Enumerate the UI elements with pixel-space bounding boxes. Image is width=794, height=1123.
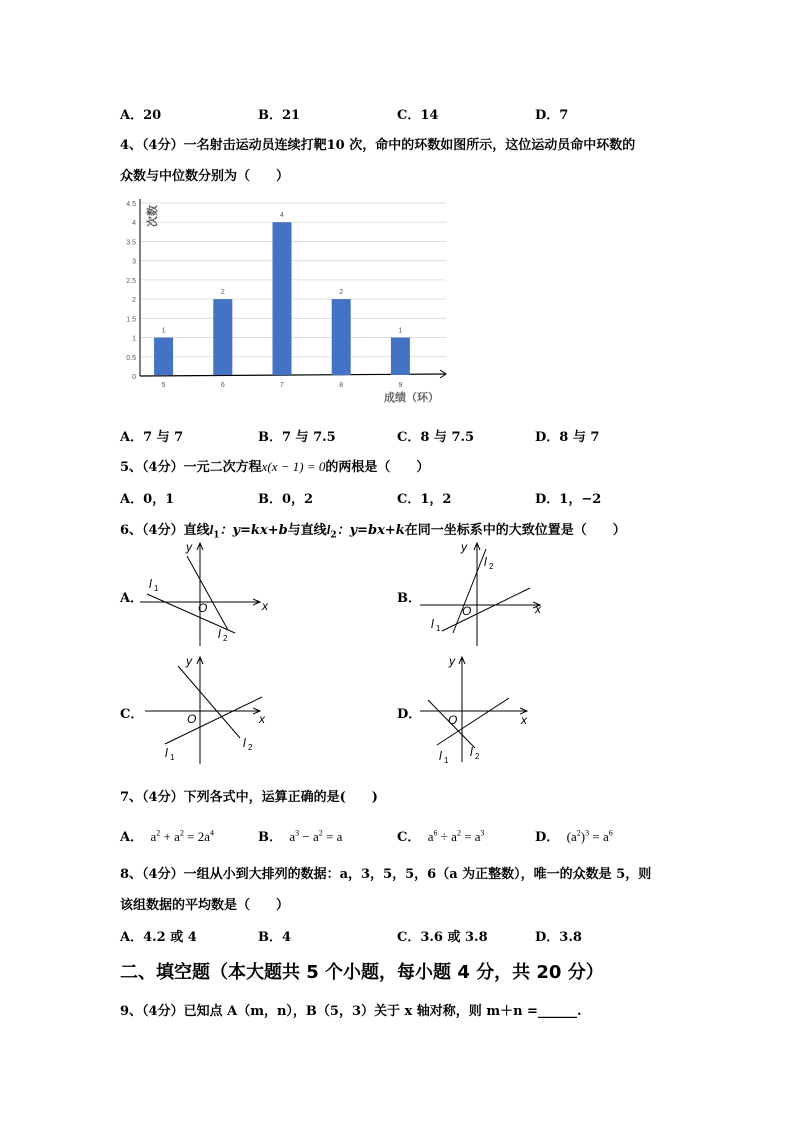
l1-sub: 1 — [170, 753, 175, 762]
line-l1 — [147, 594, 235, 633]
q6-l2: l — [326, 522, 331, 537]
q6-graph-d — [415, 652, 565, 767]
section-2-title: 二、填空题（本大题共 5 个小题，每小题 4 分，共 20 分） — [120, 962, 604, 983]
l2-sub: 2 — [248, 743, 253, 752]
data-label: 4 — [280, 212, 284, 220]
y-tick-label: 1.5 — [126, 316, 136, 324]
q5-equation: x(x − 1) = 0 — [261, 459, 326, 474]
q7-letter-c: C． — [397, 830, 421, 845]
y-tick-label: 3 — [132, 258, 136, 266]
q5-option-d: D．1，−2 — [535, 492, 602, 507]
bar-7 — [273, 222, 292, 375]
l1-sub: 1 — [444, 756, 449, 765]
x-axis-title: 成绩（环） — [384, 392, 439, 404]
q6-prefix: 6、（4分）直线 — [120, 523, 210, 538]
q7-option-b: B． $a^3 - a^2 = a$ — [258, 828, 343, 845]
y-axis-title: 次数 — [147, 205, 159, 227]
y-tick-label: 2.5 — [126, 277, 136, 285]
origin-label: O — [448, 713, 458, 727]
x-label: x — [259, 712, 265, 726]
line-l1 — [165, 697, 262, 744]
q4-option-b: B．7 与 7.5 — [258, 430, 336, 445]
l2-sub: 2 — [489, 562, 494, 571]
y-label: y — [461, 540, 467, 554]
q5-stem — [120, 456, 429, 475]
q3-option-b: B．21 — [258, 108, 301, 123]
l2-sub: 2 — [475, 752, 480, 761]
line-l2 — [187, 556, 228, 630]
q6-graph-b — [415, 538, 565, 648]
q6-suffix: 在同一坐标系中的大致位置是（ ） — [404, 523, 626, 538]
l1-sub: 1 — [154, 584, 159, 593]
y-tick-label: 0 — [132, 374, 136, 381]
y-tick-label: 2 — [132, 297, 136, 305]
x-label: x — [535, 602, 541, 616]
l1-label: l — [439, 749, 442, 763]
x-tick-label: 9 — [398, 382, 403, 389]
q6-l1-sub: 1 — [213, 530, 220, 541]
l1-label: l — [165, 746, 168, 760]
l2-label: l — [243, 736, 246, 750]
q6-mid: 与直线 — [287, 523, 327, 538]
q7-option-d: D． $(a^2)^3 = a^6$ — [535, 828, 613, 845]
y-tick-label: 0.5 — [126, 354, 136, 362]
l2-label: l — [218, 627, 221, 641]
q6-option-c-label: C． — [120, 707, 144, 722]
x-tick-label: 8 — [339, 382, 344, 389]
q5-suffix: 的两根是（ ） — [325, 460, 430, 475]
y-tick-label: 4 — [132, 220, 136, 228]
q4-stem-line2: 众数与中位数分别为（ ） — [120, 169, 290, 184]
q8-stem-line2: 该组数据的平均数是（ ） — [120, 898, 290, 913]
y-tick-label: 1 — [132, 335, 136, 343]
line-l2 — [453, 549, 486, 633]
q7-letter-b: B． — [258, 830, 282, 845]
q9-stem: 9、（4分）已知点 A（m，n），B（5，3）关于 x 轴对称，则 m＋n =______. — [120, 1004, 582, 1019]
data-label: 1 — [398, 327, 403, 335]
origin-label: O — [187, 712, 197, 726]
y-tick-label: 3.5 — [126, 239, 136, 247]
q5-option-b: B．0，2 — [258, 492, 314, 507]
q8-option-c: C．3.6 或 3.8 — [397, 930, 488, 945]
x-label: x — [521, 713, 527, 727]
y-label: y — [186, 654, 192, 668]
q7-letter-d: D． — [535, 830, 560, 845]
bar-9 — [391, 338, 410, 375]
line-l2 — [178, 666, 240, 738]
origin-label: O — [462, 604, 472, 618]
x-tick-label: 7 — [280, 382, 284, 389]
q7-letter-a: A． — [120, 830, 144, 845]
q6-l2-sub: 2 — [330, 530, 337, 541]
q8-option-d: D．3.8 — [535, 930, 582, 945]
q4-stem-line1: 4、（4分）一名射击运动员连续打靶10 次，命中的环数如图所示，这位运动员命中环数的 — [120, 138, 636, 153]
x-label: x — [262, 599, 268, 613]
q5-option-a: A．0，1 — [120, 492, 175, 507]
l2-sub: 2 — [223, 634, 228, 643]
q7-option-c: C． $a^6 \div a^2 = a^3$ — [397, 828, 485, 845]
q6-option-a-label: A． — [120, 591, 144, 606]
q6-l2-eq: ：y=bx+k — [336, 523, 405, 538]
q6-graph-c — [140, 652, 280, 767]
q6-l1: l — [209, 522, 214, 537]
data-label: 2 — [339, 289, 344, 297]
q6-l1-eq: ：y=kx+b — [219, 523, 288, 538]
q3-option-d: D．7 — [535, 108, 569, 123]
q8-option-b: B．4 — [258, 930, 292, 945]
l2-label: l — [470, 745, 473, 759]
q6-option-d-label: D． — [397, 707, 422, 722]
q5-prefix: 5、（4分）一元二次方程 — [120, 460, 262, 475]
q6-graph-a — [140, 538, 280, 648]
q8-stem-line1: 8、（4分）一组从小到大排列的数据：a，3，5，5，6（a 为正整数），唯一的众数是 5，则 — [120, 867, 652, 882]
origin-label: O — [198, 601, 208, 615]
y-label: y — [186, 540, 192, 554]
q6-option-b-label: B． — [397, 591, 421, 606]
y-label: y — [449, 654, 455, 668]
l1-sub: 1 — [436, 624, 441, 633]
x-tick-label: 5 — [161, 382, 166, 389]
q8-option-a: A．4.2 或 4 — [120, 930, 197, 945]
line-l1 — [442, 588, 530, 631]
q7-stem: 7、（4分）下列各式中，运算正确的是( ) — [120, 790, 378, 805]
q3-option-a: A．20 — [120, 108, 162, 123]
q3-option-c: C．14 — [397, 108, 439, 123]
l1-label: l — [149, 577, 152, 591]
q4-option-a: A．7 与 7 — [120, 430, 184, 445]
y-tick-label: 4.5 — [126, 201, 136, 208]
l1-label: l — [431, 617, 434, 631]
bar-6 — [213, 299, 232, 375]
data-label: 2 — [220, 289, 225, 297]
q4-option-d: D．8 与 7 — [535, 430, 600, 445]
bar-5 — [154, 338, 173, 375]
q5-option-c: C．1，2 — [397, 492, 452, 507]
q4-bar-chart — [120, 195, 450, 405]
q7-option-a: A． $a^2 + a^2 = 2a^4$ — [120, 828, 214, 845]
q4-option-c: C．8 与 7.5 — [397, 430, 475, 445]
bar-8 — [332, 299, 351, 375]
x-tick-label: 6 — [220, 382, 225, 389]
data-label: 1 — [161, 327, 166, 335]
l2-label: l — [484, 555, 487, 569]
